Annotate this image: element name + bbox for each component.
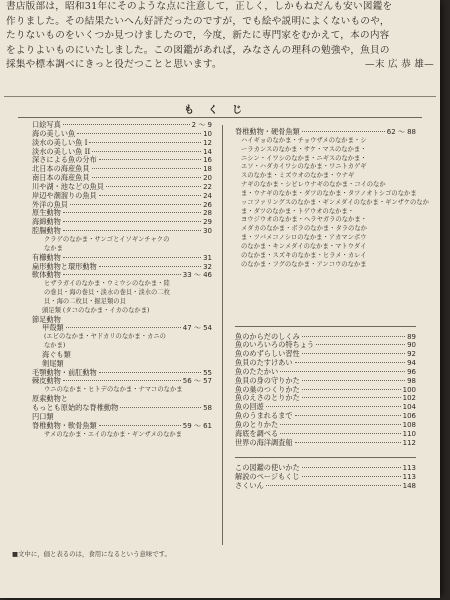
toc-entry-title: 魚のいろいろの特ちょう [235,340,315,350]
toc-entry-title: 原生動物 [32,208,61,218]
toc-entry-page: 102 [402,394,416,403]
toc-entry [32,422,212,431]
leader-dots [106,186,201,187]
toc-entry-page: 55 [203,368,212,377]
toc-entry-page: 10 [203,129,212,138]
preface-line: たりないものをいくつか見つけましたので，今度，新たに専門家をむかえて，本の内容 [6,30,390,42]
toc-subnote: ま・ツバメコノシロのなかま・アカマンボウ [241,234,367,242]
leader-dots [302,353,405,354]
preface-text [6,0,434,73]
toc-subnote: (エビのなかま・ヤドカリのなかま・カニの [44,333,166,341]
toc-entry-page: 16 [203,156,212,165]
toc-entry-page: 113 [402,473,416,482]
toc-entry-title: 節足動物 [32,314,61,324]
toc-entry-page: 26 [203,200,212,209]
leader-dots [302,336,405,337]
toc-subnote: サメのなかま・エイのなかま・ギンザメのなかま [44,430,182,438]
spacer [235,270,416,326]
toc-subnote: なかま) [44,342,66,350]
toc-entry-page: 90 [407,341,416,350]
toc-entry-title: 甲殻類 [42,323,64,333]
toc-entry-title: 腔腸動物 [32,226,61,236]
toc-entry-page: 96 [407,367,416,376]
toc-entry-title: 淡水の美しい魚 I [32,137,88,147]
leader-dots [295,362,406,363]
leader-dots [63,221,201,222]
toc-entry-title: 魚の巣のつくりかた [235,384,300,394]
toc-entry-title: 脊椎動物・硬骨魚類 [235,127,300,136]
toc-subnote: 貝・海の二枚貝・掘足類の貝 [44,297,126,305]
leader-dots [63,257,201,258]
toc-entry-page: 2 ～ 9 [191,121,212,129]
toc-subnote: のなかま・キンメダイのなかま・マトウダイ [241,242,367,250]
toc-entry-page: 28 [203,209,212,218]
toc-subnote: のなかま・フグのなかま・アンコウのなかま [241,260,367,268]
author-signature: —末 広 恭 雄— [365,59,434,71]
toc-entry [32,377,212,386]
preface-line: をよりよいものにいたしました。この図鑑があれば，みなさんの理科の勉強や，魚貝の [6,44,390,56]
toc-entry-page: 12 [203,138,212,147]
toc-entry-page: 148 [402,482,416,491]
leader-dots [89,142,201,143]
toc-entry-page: 31 [203,253,212,262]
toc-entry-page: 94 [407,359,416,368]
toc-entry-page: 32 [203,262,212,271]
toc-subnote: ッコファリングスのなかま・ギンメダイのなかま・ギンザケのなか [241,198,429,206]
toc-entry [235,128,416,137]
leader-dots [302,131,385,132]
leader-dots [316,344,405,345]
toc-entry-title: 魚貝のたすけあい [235,358,293,368]
toc-entry-title: 扁形動物と環形動物 [32,261,97,271]
toc-subnote: なかま [44,244,63,252]
leader-dots [63,124,190,125]
toc-entry-title: 剣尾類 [42,358,64,368]
toc-entry-page: 112 [402,438,416,447]
toc-subnote: ヒザラガイのなかま・ウミウシのなかま・陸 [44,280,170,288]
toc-entry-title: 魚の回遊 [235,402,264,412]
toc-entry-page: 24 [203,191,212,200]
toc-entry-title: 魚のえさのとりかた [235,393,300,403]
leader-dots [99,425,181,426]
toc-subnote: ま・ウナギのなかま・ダツのなかま・タツノオトシゴのなかま [241,189,417,197]
section-divider [235,457,416,458]
toc-entry-page: 33 ～ 46 [182,271,212,280]
toc-subnote: ヨウジウオのなかま・ヘラヤガラのなかま・ [241,216,367,224]
toc-entry-title: 北日本の海産魚貝 [32,164,90,174]
toc-entry-title: 有櫛動物 [32,252,61,262]
leader-dots [63,380,181,381]
toc-entry-title: 世界の海洋調査船 [235,437,293,447]
footnote: ■文中に，価と表るのは，食用になるという意味です。 [12,550,171,558]
leader-dots [70,204,201,205]
leader-dots [63,212,201,213]
toc-entry-title: 魚貝の身の守りかた [235,375,300,385]
toc-title-underline [18,117,422,118]
toc-entry-page: 98 [407,376,416,385]
leader-dots [92,168,202,169]
toc-entry-title: 解説のページもくじ [235,472,300,482]
toc-entry [42,351,212,360]
toc-entry-title: 棘皮動物 [32,376,61,386]
toc-entry-page: 89 [407,332,416,341]
toc-entry-page: 100 [402,385,416,394]
toc-entry-title: 魚のうまれるまで [235,411,293,421]
leader-dots [63,230,201,231]
leader-dots [280,433,400,434]
toc-entry-page: 58 [203,404,212,412]
leader-dots [99,372,201,373]
leader-dots [302,397,401,398]
toc-entry [32,227,212,236]
leader-dots [302,476,401,477]
toc-subnote: のなかま・スズキのなかま・ヒラメ・カレイ [241,251,367,259]
toc-entry [235,482,416,491]
toc-subnote: ウニのなかま・ヒトデのなかま・ナマコのなかま [44,386,183,394]
toc-subnote: スのなかま・ミズウオのなかま・ウナギ [241,172,355,180]
toc-subnote: ーラカンスのなかま・サケ・マスのなかま・ [241,145,367,153]
toc-entry-page: 62 ～ 88 [386,128,416,136]
toc-entry [32,404,212,413]
toc-entry-title: 軟体動物 [32,270,61,280]
toc-entry-page: 20 [203,174,212,183]
toc-entry-page: 22 [203,182,212,191]
toc-entry-title: 岸辺や潮溜りの魚貝 [32,190,97,200]
leader-dots [120,407,201,408]
toc-entry-title: この図鑑の使いかた [235,463,300,473]
leader-dots [295,442,401,443]
toc-entry-title: 魚のからだのしくみ [235,331,300,341]
toc-entry-page: 30 [203,227,212,236]
toc-entry-page: 56 ～ 57 [182,377,212,386]
toc-subnote: ニシン・イワシのなかま・ニギスのなかま・ [241,154,367,162]
leader-dots [302,389,401,390]
leader-dots [302,380,405,381]
leader-dots [266,406,401,407]
toc-title: もくじ [184,105,256,116]
leader-dots [77,133,201,134]
toc-entry-title: 海の美しい魚 [32,128,76,138]
column-divider [222,125,223,545]
toc-entry-page: 108 [402,420,416,429]
toc-entry-page: 92 [407,350,416,359]
toc-entry-page: 47 ～ 54 [182,324,212,333]
toc-entry-title: 海ぐも類 [42,349,71,359]
toc-entry-title: 原索動物と [32,394,68,404]
toc-subnote: 頭足類 (タコのなかま・イカのなかま) [42,306,150,314]
leader-dots [99,266,201,267]
toc-entry-title: 魚のめずらしい習性 [235,349,300,359]
toc-entry-title: 海綿動物 [32,217,61,227]
toc-entry [32,271,212,280]
preface-line-last [6,58,434,73]
leader-dots [99,195,201,196]
toc-entry-page: 106 [402,412,416,421]
toc-entry-title: 南日本の海産魚貝 [32,173,90,183]
toc-entry-title: 深さによる魚の分布 [32,155,97,165]
leader-dots [295,415,401,416]
toc-entry-title: 毛顎動物・前肛動物 [32,367,97,377]
toc-entry-title: さくいん [235,481,264,491]
leader-dots [302,467,401,468]
leader-dots [92,151,201,152]
leader-dots [63,274,181,275]
toc-subnote: ハイギョのなかま・チョウザメのなかま・シ [241,136,367,144]
toc-entry-page: 29 [203,218,212,227]
toc-subnote: ナギのなかま・シビレウナギのなかま・コイのなか [241,181,386,189]
toc-entry-page: 113 [402,464,416,473]
toc-entry-title: 外洋の魚貝 [32,199,68,209]
preface-line: 書店版部は，昭和31年にそのような点に注意して，正しく，しかもねだんも安い図鑑を [6,1,393,12]
toc-entry-page: 18 [203,165,212,174]
leader-dots [99,159,201,160]
toc-entry-title: 円口類 [32,411,54,421]
toc-entry-page: 59 ～ 61 [182,421,212,430]
toc-entry-title: 魚のとりかた [235,419,279,429]
toc-entry-page: 104 [402,403,416,412]
toc-left-column [32,121,212,439]
toc-entry-title: もっとも原始的な脊椎動物 [32,403,119,412]
leader-dots [66,327,181,328]
toc-subnote: ま・ダツのなかま・トゲウオのなかま・ [241,207,355,215]
toc-entry-title: 魚のたたかい [235,366,279,376]
toc-right-column [235,127,429,491]
leader-dots [92,177,202,178]
toc-subnote: の巻貝・海の巻貝・淡水の巻貝・淡水の二枚 [44,289,170,297]
toc-subnote: エソ・ハダカイワシのなかま・ワニトカゲギ [241,163,367,171]
toc-subnote: クラゲのなかま・サンゴとイソギンチャクの [44,235,170,243]
toc-entry-title: 海底を調べる [235,428,279,438]
toc-entry-title: 口絵写真 [32,120,61,129]
section-divider [235,326,416,327]
leader-dots [280,424,400,425]
leader-dots [266,485,401,486]
toc-entry-page: 110 [402,429,416,438]
preface-last-text: 採集や標本調べにきっと役だつことと思います。 [6,59,222,71]
toc-entry-page: 14 [203,147,212,156]
spacer [235,447,416,457]
toc-entry [32,324,212,333]
preface-line: 作りました。その結果たいへん好評だったのですが，でも絵や説明によくないものや， [6,15,390,27]
toc-entry-title: 淡水の美しい魚 II [32,146,91,156]
toc-entry-title: 川や湖・池などの魚貝 [32,181,104,191]
toc-entry-title: 脊椎動物・軟骨魚類 [32,420,97,430]
toc-entry [235,439,416,448]
toc-subnote: メダカのなかま・ボラのなかま・タラのなか [241,225,367,233]
leader-dots [280,371,405,372]
